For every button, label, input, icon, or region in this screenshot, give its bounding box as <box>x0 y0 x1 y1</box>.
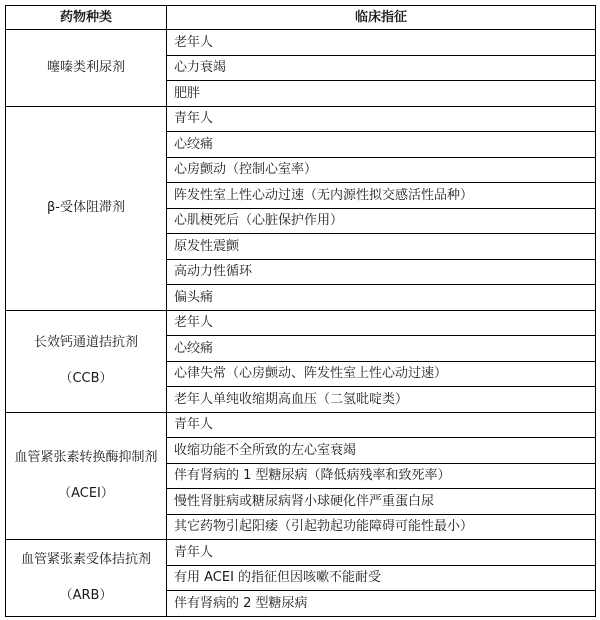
indication-cell: 其它药物引起阳痿（引起勃起功能障碍可能性最小） <box>167 514 596 540</box>
drug-indication-table <box>5 5 596 617</box>
category-name: 血管紧张素转换酶抑制剂 <box>14 449 158 465</box>
indication-cell: 心力衰竭 <box>167 55 596 81</box>
table-row <box>6 30 596 56</box>
table-row <box>6 412 596 438</box>
header-clinical-indication: 临床指征 <box>167 6 596 30</box>
category-abbreviation: （CCB） <box>59 371 113 386</box>
category-cell <box>6 412 167 540</box>
indication-cell: 伴有肾病的 2 型糖尿病 <box>167 591 596 617</box>
indication-cell: 有用 ACEI 的指征但因咳嗽不能耐受 <box>167 565 596 591</box>
indication-cell: 心律失常（心房颤动、阵发性室上性心动过速） <box>167 361 596 387</box>
category-cell <box>6 30 167 107</box>
indication-cell: 青年人 <box>167 106 596 132</box>
category-name: 噻嗪类利尿剂 <box>46 59 125 75</box>
table-row <box>6 106 596 132</box>
category-abbreviation: （ACEI） <box>58 485 114 501</box>
indication-cell: 慢性肾脏病或糖尿病肾小球硬化伴严重蛋白尿 <box>167 489 596 515</box>
indication-cell: 原发性震颤 <box>167 234 596 260</box>
category-cell <box>6 310 167 412</box>
indication-cell: 心房颤动（控制心室率） <box>167 157 596 183</box>
category-name: β-受体阻滞剂 <box>47 200 125 215</box>
indication-cell: 收缩功能不全所致的左心室衰竭 <box>167 438 596 464</box>
indication-cell: 心绞痛 <box>167 336 596 362</box>
indication-cell: 青年人 <box>167 412 596 438</box>
category-name: 血管紧张素受体拮抗剂 <box>20 551 151 567</box>
indication-cell: 阵发性室上性心动过速（无内源性拟交感活性品种） <box>167 183 596 209</box>
table-row <box>6 310 596 336</box>
indication-cell: 肥胖 <box>167 81 596 107</box>
indication-cell: 心绞痛 <box>167 132 596 158</box>
indication-cell: 青年人 <box>167 540 596 566</box>
indication-cell: 伴有肾病的 1 型糖尿病（降低病残率和致死率） <box>167 463 596 489</box>
table-header-row <box>6 6 596 30</box>
header-drug-category: 药物种类 <box>6 6 167 30</box>
category-cell <box>6 106 167 310</box>
indication-cell: 老年人 <box>167 310 596 336</box>
indication-cell: 老年人单纯收缩期高血压（二氢吡啶类） <box>167 387 596 413</box>
table-row <box>6 540 596 566</box>
category-name: 长效钙通道拮抗剂 <box>33 335 138 350</box>
indication-cell: 高动力性循环 <box>167 259 596 285</box>
indication-cell: 老年人 <box>167 30 596 56</box>
category-abbreviation: （ARB） <box>59 587 113 603</box>
category-cell <box>6 540 167 617</box>
indication-cell: 偏头痛 <box>167 285 596 311</box>
indication-cell: 心肌梗死后（心脏保护作用） <box>167 208 596 234</box>
